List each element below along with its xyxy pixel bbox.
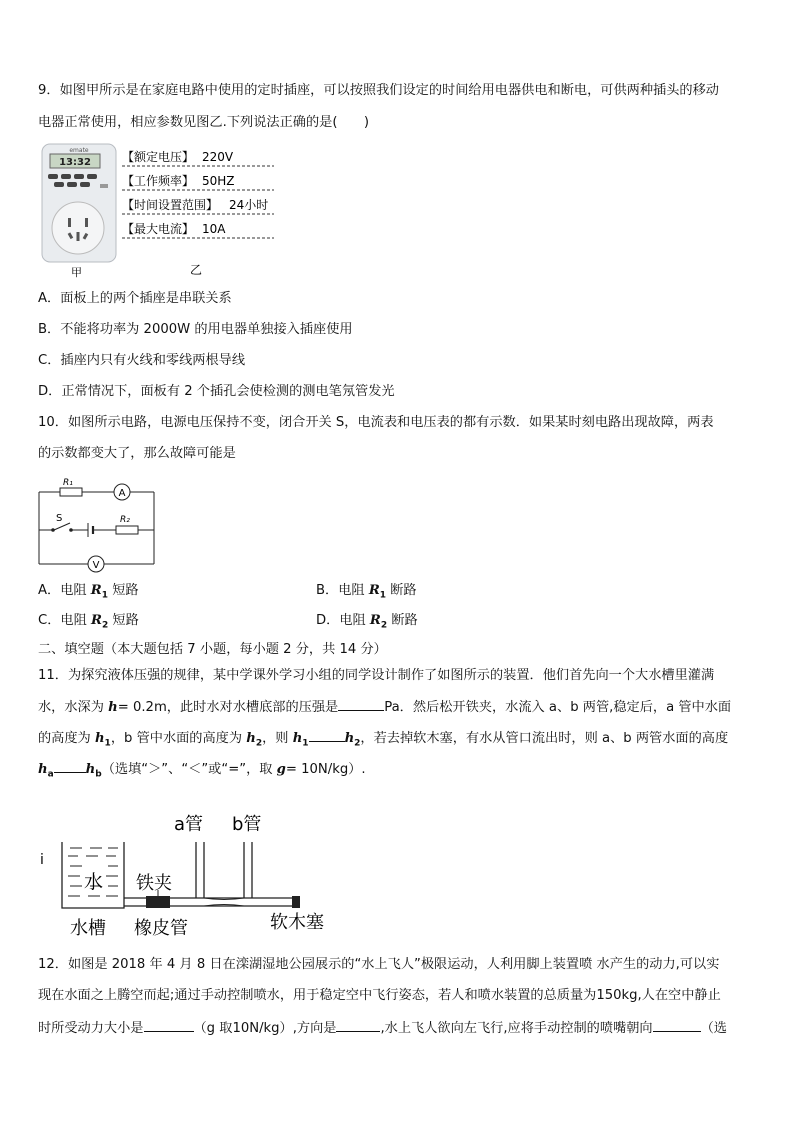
q12-blank-nozzle[interactable] xyxy=(653,1018,701,1032)
water-label: 水 xyxy=(84,871,104,893)
param-3-name: 【时间设置范围】 xyxy=(122,198,219,212)
param-1-value: 220V xyxy=(202,150,234,164)
q10-option-a: A．电阻 $R_1$ 短路 xyxy=(38,583,139,601)
q10-line1: 10．如图所示电路，电源电压保持不变，闭合开关 S，电流表和电压表的都有示数．如果某时刻电路出现故障，两表 xyxy=(38,415,714,430)
r2-label: R₂ xyxy=(120,515,130,525)
device-clock: 13:32 xyxy=(59,157,91,168)
hose-label: 橡皮管 xyxy=(134,918,188,939)
param-4-value: 10A xyxy=(202,222,226,236)
q10-line2: 的示数都变大了，那么故障可能是 xyxy=(38,446,236,461)
q11-blank-ha-hb[interactable] xyxy=(54,759,86,773)
param-1-name: 【额定电压】 xyxy=(122,150,195,164)
side-mark: i xyxy=(40,852,44,868)
q10-circuit-diagram xyxy=(38,474,162,574)
tube-b-label: b管 xyxy=(232,814,262,835)
q12-blank-force[interactable] xyxy=(144,1018,194,1032)
q9-line2: 电器正常使用，相应参数见图乙.下列说法正确的是( ) xyxy=(38,115,369,130)
q9-option-b: B．不能将功率为 2000W 的用电器单独接入插座使用 xyxy=(38,322,353,337)
q11-blank-h1-h2[interactable] xyxy=(309,728,345,742)
q9-line1: 9．如图甲所示是在家庭电路中使用的定时插座，可以按照我们设定的时间给用电器供电和断电，可供两种插头的移动 xyxy=(38,83,719,98)
q10-option-c: C．电阻 $R_2$ 短路 xyxy=(38,613,139,631)
param-list xyxy=(122,149,274,238)
switch-label: S xyxy=(56,513,63,524)
clamp-label: 铁夹 xyxy=(136,873,172,894)
param-3-value: 24小时 xyxy=(229,198,269,212)
label-yi: 乙 xyxy=(190,263,203,277)
q10-option-b: B．电阻 $R_1$ 断路 xyxy=(316,583,417,601)
r1-label: R₁ xyxy=(63,478,73,488)
tank-label: 水槽 xyxy=(70,918,106,939)
q12-line2: 现在水面之上腾空而起;通过手动控制喷水，用于稳定空中飞行姿态，若人和喷水装置的总质量为150kg,人在空中静止 xyxy=(38,988,721,1003)
label-jia: 甲 xyxy=(71,266,82,279)
cork-label: 软木塞 xyxy=(270,912,324,933)
device-brand: emate xyxy=(69,147,89,154)
q11-line4: $h_a$ $h_b$（选填“＞”、“＜”或“=”，取 g= 10N/kg）. xyxy=(38,759,366,784)
param-2-name: 【工作频率】 xyxy=(122,174,195,188)
q12-blank-direction[interactable] xyxy=(336,1018,380,1032)
q9-option-c: C．插座内只有火线和零线两根导线 xyxy=(38,353,246,368)
q11-line3: 的高度为 $h_1$，b 管中水面的高度为 $h_2$，则 $h_1$ $h_2$，若去掉软木塞，有水从管口流出时，则 a、b 两管水面的高度 xyxy=(38,728,728,753)
section-2-heading: 二、填空题（本大题包括 7 小题，每小题 2 分，共 14 分） xyxy=(38,642,387,657)
voltmeter-label: V xyxy=(92,560,100,571)
q11-apparatus-diagram xyxy=(38,808,348,948)
ammeter-label: A xyxy=(118,488,126,499)
q9-option-a: A．面板上的两个插座是串联关系 xyxy=(38,291,232,306)
q12-line1: 12．如图是 2018 年 4 月 8 日在滦湖湿地公园展示的“水上飞人”极限运动，人利用脚上装置喷 水产生的动力,可以实 xyxy=(38,957,720,972)
q10-option-d: D．电阻 $R_2$ 断路 xyxy=(316,613,418,631)
q11-line1: 11．为探究液体压强的规律，某中学课外学习小组的同学设计制作了如图所示的装置．他们首先向一个大水槽里灌满 xyxy=(38,668,715,683)
q12-line3: 时所受动力大小是 （g 取10N/kg）,方向是 ,水上飞人欲向左飞行,应将手动控制的喷嘴朝向 （选 xyxy=(38,1018,727,1038)
param-2-value: 50HZ xyxy=(202,174,235,188)
timer-socket-image xyxy=(42,144,116,262)
param-4-name: 【最大电流】 xyxy=(122,222,195,236)
q9-figure xyxy=(38,140,288,280)
tube-a-label: a管 xyxy=(174,814,204,835)
q9-option-d: D．正常情况下，面板有 2 个插孔会使检测的测电笔氖管发光 xyxy=(38,384,395,399)
q11-blank-pressure[interactable] xyxy=(338,697,384,711)
q11-line2: 水，水深为 h= 0.2m，此时水对水槽底部的压强是 Pa．然后松开铁夹，水流入 a、b 两管,稳定后，a 管中水面 xyxy=(38,697,731,717)
